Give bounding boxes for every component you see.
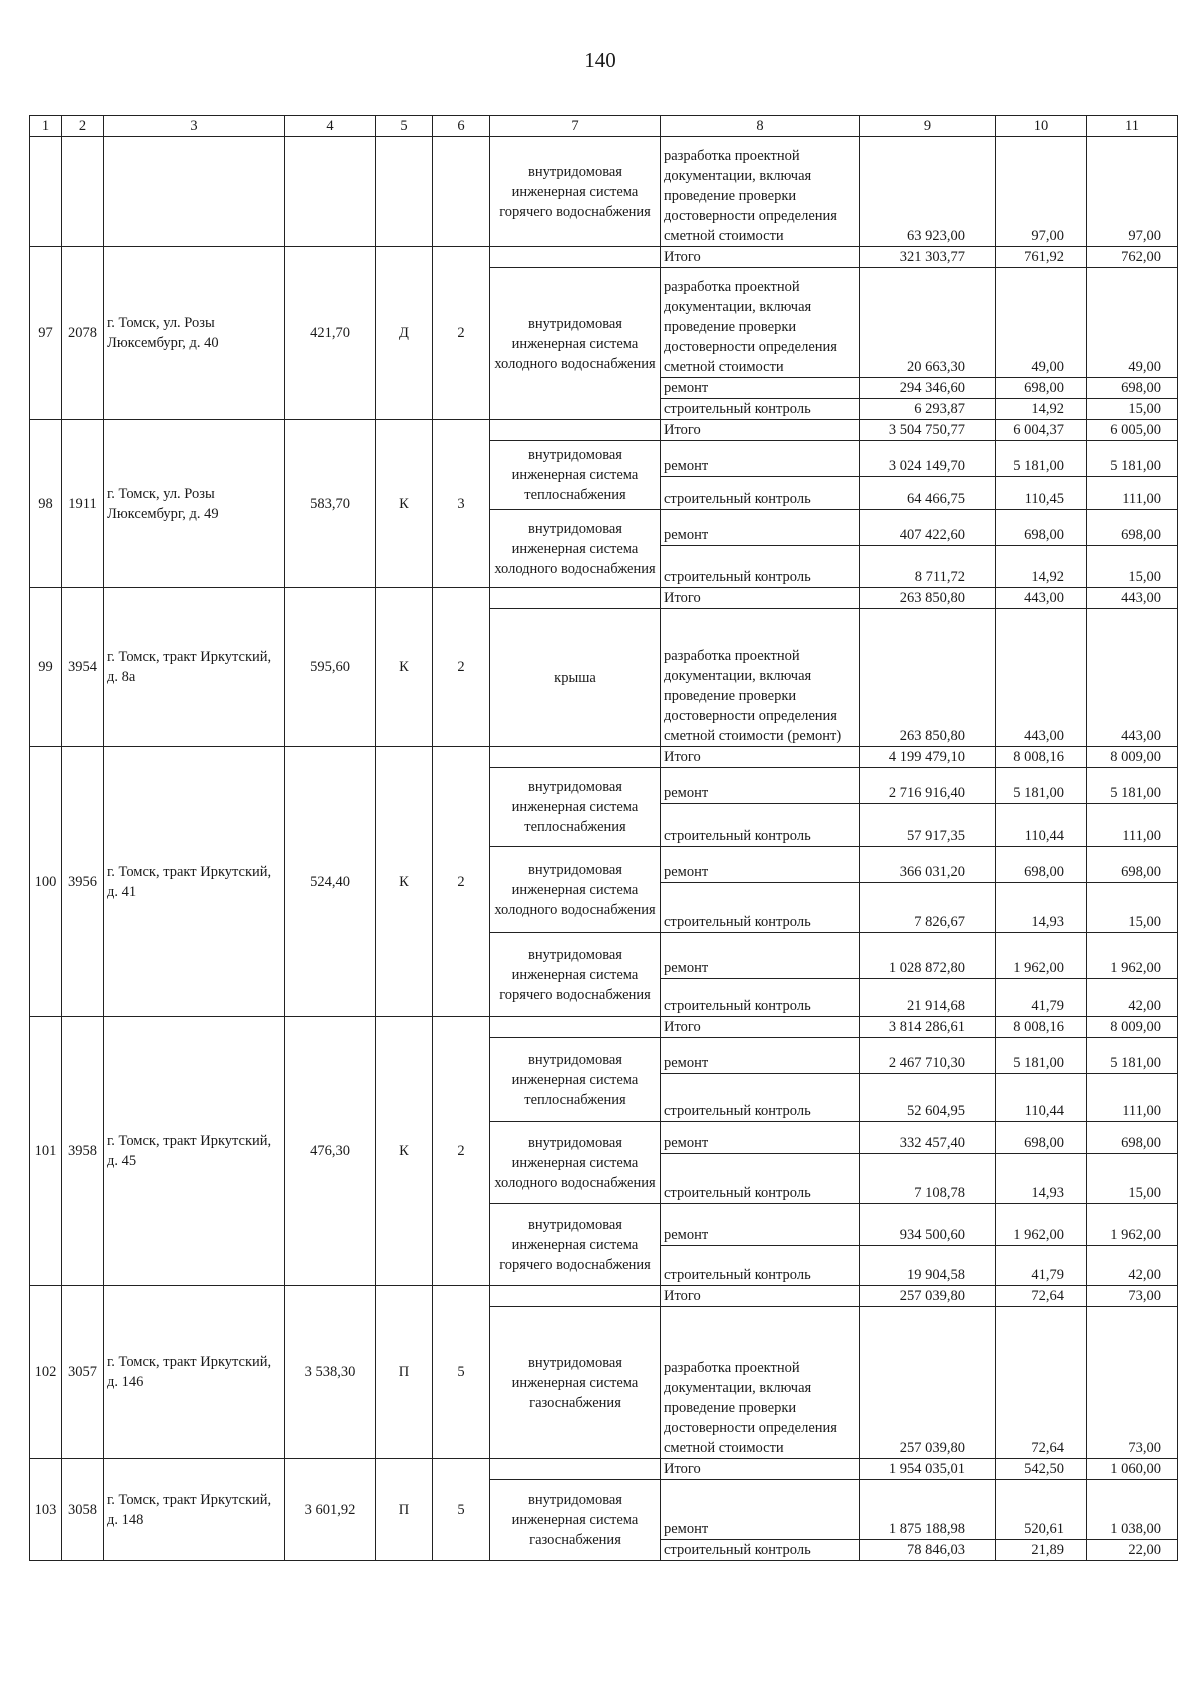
work-cost: 934 500,60 bbox=[860, 1204, 996, 1246]
unit-cost-limit: 5 181,00 bbox=[1087, 441, 1178, 477]
house-area: 3 601,92 bbox=[285, 1459, 376, 1561]
work-type: ремонт bbox=[661, 1204, 860, 1246]
work-cost: 257 039,80 bbox=[860, 1307, 996, 1459]
house-address: г. Томск, ул. Розы Люксембург, д. 49 bbox=[104, 420, 285, 588]
total-unit-limit: 762,00 bbox=[1087, 247, 1178, 268]
unit-cost: 698,00 bbox=[996, 378, 1087, 399]
house-area: 583,70 bbox=[285, 420, 376, 588]
house-area: 3 538,30 bbox=[285, 1286, 376, 1459]
total-unit-cost: 761,92 bbox=[996, 247, 1087, 268]
work-cost: 78 846,03 bbox=[860, 1540, 996, 1561]
work-type: строительный контроль bbox=[661, 1154, 860, 1204]
total-unit-limit: 8 009,00 bbox=[1087, 747, 1178, 768]
total-unit-limit: 73,00 bbox=[1087, 1286, 1178, 1307]
floor-count: 2 bbox=[433, 588, 490, 747]
empty-cell bbox=[433, 137, 490, 247]
unit-cost-limit: 111,00 bbox=[1087, 477, 1178, 510]
work-type: ремонт bbox=[661, 441, 860, 477]
unit-cost: 41,79 bbox=[996, 979, 1087, 1017]
empty-cell bbox=[104, 137, 285, 247]
unit-cost: 698,00 bbox=[996, 847, 1087, 883]
total-unit-limit: 443,00 bbox=[1087, 588, 1178, 609]
work-type: ремонт bbox=[661, 933, 860, 979]
column-number-10: 10 bbox=[996, 116, 1087, 137]
unit-cost: 1 962,00 bbox=[996, 1204, 1087, 1246]
unit-cost-limit: 49,00 bbox=[1087, 268, 1178, 378]
total-spacer bbox=[490, 1286, 661, 1307]
unit-cost: 110,44 bbox=[996, 804, 1087, 847]
work-cost: 332 457,40 bbox=[860, 1122, 996, 1154]
work-cost: 6 293,87 bbox=[860, 399, 996, 420]
unit-cost: 1 962,00 bbox=[996, 933, 1087, 979]
floor-count: 2 bbox=[433, 1017, 490, 1286]
unit-cost-limit: 22,00 bbox=[1087, 1540, 1178, 1561]
unit-cost: 41,79 bbox=[996, 1246, 1087, 1286]
house-code: 3954 bbox=[62, 588, 104, 747]
work-type: строительный контроль bbox=[661, 883, 860, 933]
total-label: Итого bbox=[661, 1017, 860, 1038]
work-cost: 21 914,68 bbox=[860, 979, 996, 1017]
column-number-9: 9 bbox=[860, 116, 996, 137]
house-address: г. Томск, тракт Иркутский, д. 146 bbox=[104, 1286, 285, 1459]
unit-cost: 14,93 bbox=[996, 1154, 1087, 1204]
work-type: разработка проектной документации, включая проведение проверки достоверности определения сметной стоимости (ремонт) bbox=[661, 609, 860, 747]
unit-cost-limit: 1 038,00 bbox=[1087, 1480, 1178, 1540]
work-cost: 7 826,67 bbox=[860, 883, 996, 933]
work-cost: 63 923,00 bbox=[860, 137, 996, 247]
work-type: строительный контроль bbox=[661, 1540, 860, 1561]
unit-cost: 72,64 bbox=[996, 1307, 1087, 1459]
unit-cost: 97,00 bbox=[996, 137, 1087, 247]
unit-cost-limit: 97,00 bbox=[1087, 137, 1178, 247]
total-cost: 3 814 286,61 bbox=[860, 1017, 996, 1038]
engineering-system: внутридомовая инженерная система горячего водоснабжения bbox=[490, 137, 661, 247]
work-cost: 2 467 710,30 bbox=[860, 1038, 996, 1074]
unit-cost: 110,45 bbox=[996, 477, 1087, 510]
unit-cost: 698,00 bbox=[996, 510, 1087, 546]
engineering-system: внутридомовая инженерная система газоснабжения bbox=[490, 1307, 661, 1459]
unit-cost: 14,93 bbox=[996, 883, 1087, 933]
total-label: Итого bbox=[661, 1459, 860, 1480]
house-address: г. Томск, тракт Иркутский, д. 45 bbox=[104, 1017, 285, 1286]
column-number-1: 1 bbox=[30, 116, 62, 137]
total-label: Итого bbox=[661, 1286, 860, 1307]
engineering-system: внутридомовая инженерная система холодного водоснабжения bbox=[490, 510, 661, 588]
total-row bbox=[30, 420, 1178, 441]
unit-cost-limit: 42,00 bbox=[1087, 979, 1178, 1017]
engineering-system: внутридомовая инженерная система холодного водоснабжения bbox=[490, 1122, 661, 1204]
total-cost: 4 199 479,10 bbox=[860, 747, 996, 768]
total-cost: 257 039,80 bbox=[860, 1286, 996, 1307]
total-label: Итого bbox=[661, 420, 860, 441]
work-cost: 57 917,35 bbox=[860, 804, 996, 847]
work-type: строительный контроль bbox=[661, 477, 860, 510]
house-type: Д bbox=[376, 247, 433, 420]
work-cost: 407 422,60 bbox=[860, 510, 996, 546]
empty-cell bbox=[285, 137, 376, 247]
unit-cost: 21,89 bbox=[996, 1540, 1087, 1561]
total-spacer bbox=[490, 747, 661, 768]
unit-cost-limit: 42,00 bbox=[1087, 1246, 1178, 1286]
column-number-2: 2 bbox=[62, 116, 104, 137]
engineering-system: внутридомовая инженерная система газоснабжения bbox=[490, 1480, 661, 1561]
row-number: 99 bbox=[30, 588, 62, 747]
unit-cost-limit: 111,00 bbox=[1087, 1074, 1178, 1122]
work-type: строительный контроль bbox=[661, 399, 860, 420]
unit-cost: 5 181,00 bbox=[996, 441, 1087, 477]
total-unit-cost: 443,00 bbox=[996, 588, 1087, 609]
total-row bbox=[30, 588, 1178, 609]
house-area: 524,40 bbox=[285, 747, 376, 1017]
work-type: разработка проектной документации, включая проведение проверки достоверности определения сметной стоимости bbox=[661, 268, 860, 378]
house-code: 3057 bbox=[62, 1286, 104, 1459]
engineering-system: внутридомовая инженерная система теплоснабжения bbox=[490, 441, 661, 510]
page-number: 140 bbox=[584, 48, 616, 72]
unit-cost: 14,92 bbox=[996, 399, 1087, 420]
work-type: строительный контроль bbox=[661, 546, 860, 588]
unit-cost: 698,00 bbox=[996, 1122, 1087, 1154]
row-number: 103 bbox=[30, 1459, 62, 1561]
row-number: 98 bbox=[30, 420, 62, 588]
unit-cost-limit: 15,00 bbox=[1087, 399, 1178, 420]
total-cost: 1 954 035,01 bbox=[860, 1459, 996, 1480]
unit-cost-limit: 15,00 bbox=[1087, 546, 1178, 588]
total-spacer bbox=[490, 1459, 661, 1480]
column-number-7: 7 bbox=[490, 116, 661, 137]
unit-cost-limit: 698,00 bbox=[1087, 378, 1178, 399]
work-cost: 294 346,60 bbox=[860, 378, 996, 399]
house-type: К bbox=[376, 420, 433, 588]
house-code: 1911 bbox=[62, 420, 104, 588]
unit-cost: 443,00 bbox=[996, 609, 1087, 747]
total-cost: 263 850,80 bbox=[860, 588, 996, 609]
work-cost: 366 031,20 bbox=[860, 847, 996, 883]
work-cost: 64 466,75 bbox=[860, 477, 996, 510]
work-type: ремонт bbox=[661, 1122, 860, 1154]
unit-cost-limit: 698,00 bbox=[1087, 510, 1178, 546]
total-unit-cost: 72,64 bbox=[996, 1286, 1087, 1307]
work-cost: 263 850,80 bbox=[860, 609, 996, 747]
house-code: 2078 bbox=[62, 247, 104, 420]
total-unit-limit: 6 005,00 bbox=[1087, 420, 1178, 441]
house-area: 476,30 bbox=[285, 1017, 376, 1286]
engineering-system: внутридомовая инженерная система теплоснабжения bbox=[490, 768, 661, 847]
total-spacer bbox=[490, 420, 661, 441]
house-address: г. Томск, тракт Иркутский, д. 8а bbox=[104, 588, 285, 747]
house-code: 3958 bbox=[62, 1017, 104, 1286]
unit-cost: 5 181,00 bbox=[996, 768, 1087, 804]
column-number-8: 8 bbox=[661, 116, 860, 137]
work-type: ремонт bbox=[661, 847, 860, 883]
house-address: г. Томск, ул. Розы Люксембург, д. 40 bbox=[104, 247, 285, 420]
work-cost: 20 663,30 bbox=[860, 268, 996, 378]
house-type: П bbox=[376, 1286, 433, 1459]
work-type: строительный контроль bbox=[661, 1074, 860, 1122]
engineering-system: внутридомовая инженерная система горячего водоснабжения bbox=[490, 933, 661, 1017]
unit-cost-limit: 15,00 bbox=[1087, 883, 1178, 933]
total-row bbox=[30, 247, 1178, 268]
unit-cost-limit: 1 962,00 bbox=[1087, 1204, 1178, 1246]
unit-cost-limit: 1 962,00 bbox=[1087, 933, 1178, 979]
empty-cell bbox=[30, 137, 62, 247]
floor-count: 3 bbox=[433, 420, 490, 588]
total-label: Итого bbox=[661, 247, 860, 268]
work-cost: 2 716 916,40 bbox=[860, 768, 996, 804]
unit-cost: 5 181,00 bbox=[996, 1038, 1087, 1074]
total-unit-cost: 6 004,37 bbox=[996, 420, 1087, 441]
engineering-system: внутридомовая инженерная система теплоснабжения bbox=[490, 1038, 661, 1122]
work-cost: 8 711,72 bbox=[860, 546, 996, 588]
work-type: ремонт bbox=[661, 1480, 860, 1540]
work-type: строительный контроль bbox=[661, 1246, 860, 1286]
house-address: г. Томск, тракт Иркутский, д. 41 bbox=[104, 747, 285, 1017]
engineering-system: крыша bbox=[490, 609, 661, 747]
total-spacer bbox=[490, 588, 661, 609]
column-number-11: 11 bbox=[1087, 116, 1178, 137]
unit-cost: 14,92 bbox=[996, 546, 1087, 588]
total-unit-limit: 8 009,00 bbox=[1087, 1017, 1178, 1038]
column-number-4: 4 bbox=[285, 116, 376, 137]
unit-cost-limit: 111,00 bbox=[1087, 804, 1178, 847]
repair-schedule-table bbox=[29, 115, 1178, 1561]
work-cost: 1 028 872,80 bbox=[860, 933, 996, 979]
unit-cost-limit: 698,00 bbox=[1087, 847, 1178, 883]
total-unit-cost: 542,50 bbox=[996, 1459, 1087, 1480]
house-code: 3956 bbox=[62, 747, 104, 1017]
work-cost: 19 904,58 bbox=[860, 1246, 996, 1286]
unit-cost-limit: 5 181,00 bbox=[1087, 768, 1178, 804]
house-address: г. Томск, тракт Иркутский, д. 148 bbox=[104, 1459, 285, 1561]
total-unit-cost: 8 008,16 bbox=[996, 747, 1087, 768]
total-spacer bbox=[490, 247, 661, 268]
floor-count: 5 bbox=[433, 1286, 490, 1459]
unit-cost: 49,00 bbox=[996, 268, 1087, 378]
work-type: строительный контроль bbox=[661, 979, 860, 1017]
work-type: ремонт bbox=[661, 510, 860, 546]
unit-cost: 520,61 bbox=[996, 1480, 1087, 1540]
row-number: 101 bbox=[30, 1017, 62, 1286]
total-cost: 321 303,77 bbox=[860, 247, 996, 268]
work-cost: 3 024 149,70 bbox=[860, 441, 996, 477]
work-row bbox=[30, 137, 1178, 247]
unit-cost: 110,44 bbox=[996, 1074, 1087, 1122]
unit-cost-limit: 73,00 bbox=[1087, 1307, 1178, 1459]
unit-cost-limit: 5 181,00 bbox=[1087, 1038, 1178, 1074]
house-area: 595,60 bbox=[285, 588, 376, 747]
row-number: 97 bbox=[30, 247, 62, 420]
engineering-system: внутридомовая инженерная система горячего водоснабжения bbox=[490, 1204, 661, 1286]
engineering-system: внутридомовая инженерная система холодного водоснабжения bbox=[490, 268, 661, 420]
total-label: Итого bbox=[661, 747, 860, 768]
house-code: 3058 bbox=[62, 1459, 104, 1561]
house-type: П bbox=[376, 1459, 433, 1561]
house-area: 421,70 bbox=[285, 247, 376, 420]
work-type: ремонт bbox=[661, 768, 860, 804]
column-number-3: 3 bbox=[104, 116, 285, 137]
work-cost: 52 604,95 bbox=[860, 1074, 996, 1122]
empty-cell bbox=[62, 137, 104, 247]
total-spacer bbox=[490, 1017, 661, 1038]
floor-count: 2 bbox=[433, 247, 490, 420]
floor-count: 5 bbox=[433, 1459, 490, 1561]
total-row bbox=[30, 1286, 1178, 1307]
total-unit-limit: 1 060,00 bbox=[1087, 1459, 1178, 1480]
row-number: 102 bbox=[30, 1286, 62, 1459]
work-type: разработка проектной документации, включая проведение проверки достоверности определения сметной стоимости bbox=[661, 137, 860, 247]
row-number: 100 bbox=[30, 747, 62, 1017]
work-type: ремонт bbox=[661, 1038, 860, 1074]
house-type: К bbox=[376, 588, 433, 747]
empty-cell bbox=[376, 137, 433, 247]
total-cost: 3 504 750,77 bbox=[860, 420, 996, 441]
unit-cost-limit: 443,00 bbox=[1087, 609, 1178, 747]
work-cost: 7 108,78 bbox=[860, 1154, 996, 1204]
work-type: разработка проектной документации, включая проведение проверки достоверности определения сметной стоимости bbox=[661, 1307, 860, 1459]
house-type: К bbox=[376, 1017, 433, 1286]
total-row bbox=[30, 1459, 1178, 1480]
total-row bbox=[30, 1017, 1178, 1038]
total-unit-cost: 8 008,16 bbox=[996, 1017, 1087, 1038]
total-row bbox=[30, 747, 1178, 768]
total-label: Итого bbox=[661, 588, 860, 609]
column-number-6: 6 bbox=[433, 116, 490, 137]
engineering-system: внутридомовая инженерная система холодного водоснабжения bbox=[490, 847, 661, 933]
unit-cost-limit: 15,00 bbox=[1087, 1154, 1178, 1204]
header-row bbox=[30, 116, 1178, 137]
floor-count: 2 bbox=[433, 747, 490, 1017]
work-type: строительный контроль bbox=[661, 804, 860, 847]
unit-cost-limit: 698,00 bbox=[1087, 1122, 1178, 1154]
work-type: ремонт bbox=[661, 378, 860, 399]
work-cost: 1 875 188,98 bbox=[860, 1480, 996, 1540]
column-number-5: 5 bbox=[376, 116, 433, 137]
house-type: К bbox=[376, 747, 433, 1017]
